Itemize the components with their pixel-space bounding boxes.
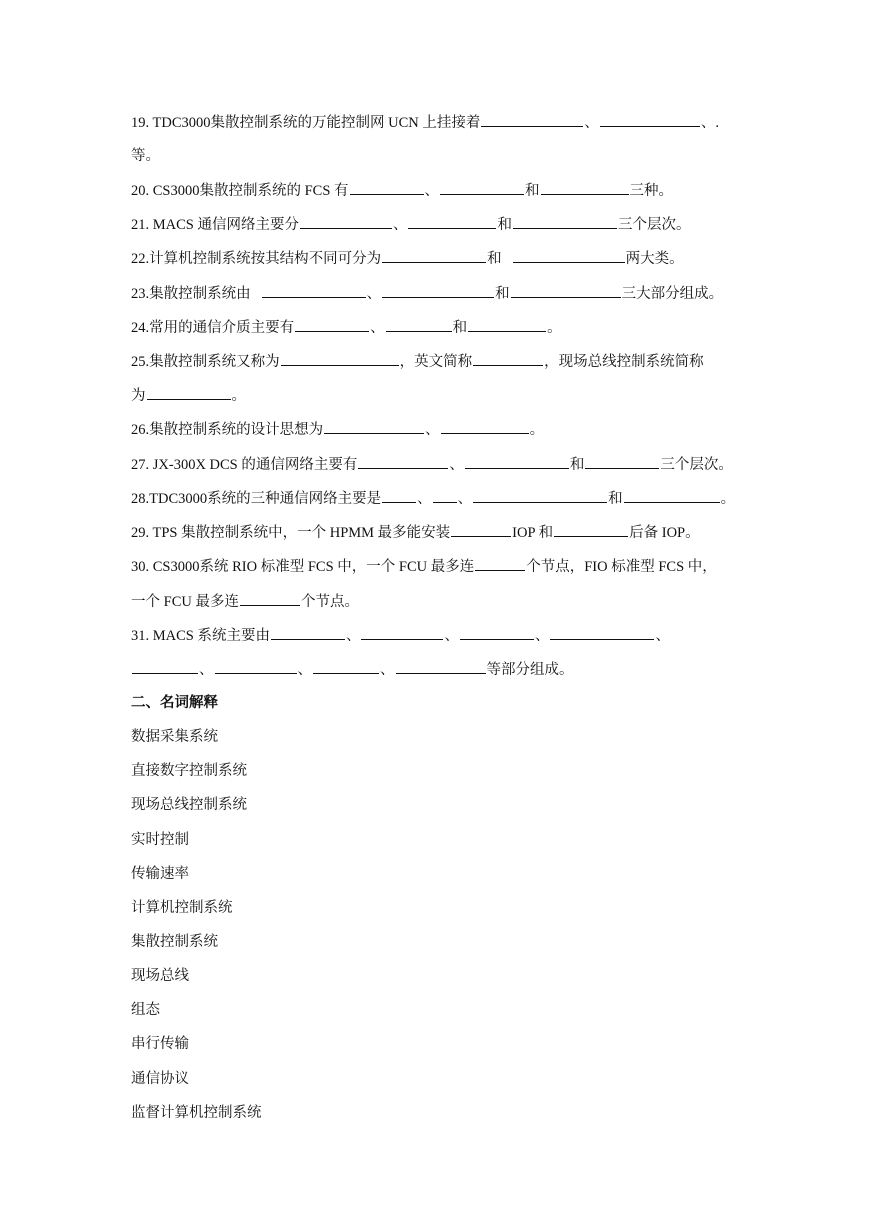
separator: 、 <box>366 286 382 302</box>
term-item: 计算机控制系统 <box>131 900 233 916</box>
question-text: 22.计算机控制系统按其结构不同可分为 <box>131 251 382 267</box>
question-text: 。 <box>231 388 246 404</box>
answer-blank <box>215 660 297 674</box>
answer-blank <box>361 626 443 640</box>
answer-blank <box>382 489 416 503</box>
separator: 、 <box>457 491 473 507</box>
question-text: 。 <box>529 422 545 438</box>
question-20 <box>131 181 741 200</box>
question-29 <box>131 523 741 542</box>
term-item: 传输速率 <box>131 866 189 882</box>
separator: 、 <box>392 217 408 233</box>
question-text: 等。 <box>131 148 160 164</box>
question-text: 30. CS3000系统 RIO 标准型 FCS 中，一个 FCU 最多连 <box>131 559 475 575</box>
separator: 、 <box>199 662 214 678</box>
answer-blank <box>440 181 524 195</box>
separator: 、 <box>449 457 464 473</box>
question-text: 23.集散控制系统由 <box>131 286 251 302</box>
question-text: 个节点。 <box>300 594 359 610</box>
answer-blank <box>468 318 546 332</box>
answer-blank <box>481 113 583 127</box>
connector: 和 <box>525 183 540 199</box>
term-item: 现场总线 <box>131 968 189 984</box>
question-25 <box>131 352 741 371</box>
answer-blank <box>396 660 486 674</box>
term-item: 直接数字控制系统 <box>131 763 247 779</box>
question-text: ，现场总线控制系统简称 <box>544 354 704 370</box>
question-text: 为 <box>131 388 146 404</box>
answer-blank <box>513 215 617 229</box>
question-text: 19. TDC3000集散控制系统的万能控制网 UCN 上挂接着 <box>131 115 481 131</box>
question-23 <box>131 284 741 303</box>
question-text: ，英文简称 <box>399 354 473 370</box>
answer-blank <box>281 352 399 366</box>
answer-blank <box>473 489 607 503</box>
connector: 和 <box>487 251 502 267</box>
question-text: 20. CS3000集散控制系统的 FCS 有 <box>131 183 349 199</box>
question-text: 两大类。 <box>625 251 684 267</box>
separator: 、 <box>417 491 432 507</box>
answer-blank <box>513 249 625 263</box>
separator: 、 <box>380 662 395 678</box>
answer-blank <box>475 557 525 571</box>
answer-blank <box>147 386 231 400</box>
answer-blank <box>473 352 543 366</box>
connector: 和 <box>452 320 468 336</box>
separator: 、 <box>655 628 670 644</box>
question-text: 21. MACS 通信网络主要分 <box>131 217 299 233</box>
term-item: 数据采集系统 <box>131 729 218 745</box>
question-28 <box>131 489 741 508</box>
question-27 <box>131 455 741 474</box>
question-text: 27. JX-300X DCS 的通信网络主要有 <box>131 457 358 473</box>
separator: 、 <box>534 628 550 644</box>
connector: 和 <box>497 217 512 233</box>
answer-blank <box>600 113 700 127</box>
term-item: 现场总线控制系统 <box>131 797 247 813</box>
answer-blank <box>324 420 424 434</box>
question-text: 等部分组成。 <box>486 662 574 678</box>
separator: 、 <box>425 422 440 438</box>
question-text: 三种。 <box>629 183 674 199</box>
answer-blank <box>585 455 659 469</box>
answer-blank <box>313 660 379 674</box>
answer-blank <box>295 318 369 332</box>
separator: 、 <box>424 183 440 199</box>
answer-blank <box>408 215 496 229</box>
question-30 <box>131 557 741 576</box>
answer-blank <box>262 284 366 298</box>
answer-blank <box>541 181 629 195</box>
question-31 <box>131 626 741 645</box>
question-text: 。 <box>720 491 736 507</box>
answer-blank <box>465 455 569 469</box>
answer-blank <box>460 626 534 640</box>
question-text: 后备 IOP。 <box>629 525 700 541</box>
question-26 <box>131 420 741 439</box>
connector: 和 <box>495 286 510 302</box>
answer-blank <box>132 660 198 674</box>
question-text: IOP 和 <box>512 525 554 541</box>
question-text: 三个层次。 <box>617 217 691 233</box>
separator: 、. <box>700 115 719 131</box>
separator: 、 <box>370 320 385 336</box>
answer-blank <box>433 489 457 503</box>
question-30-continued <box>131 592 741 611</box>
answer-blank <box>554 523 628 537</box>
answer-blank <box>624 489 720 503</box>
separator: 、 <box>444 628 459 644</box>
question-24 <box>131 318 741 337</box>
question-text: 28.TDC3000系统的三种通信网络主要是 <box>131 491 382 507</box>
answer-blank <box>441 420 529 434</box>
section-heading: 二、名词解释 <box>131 695 218 711</box>
question-text: 29. TPS 集散控制系统中，一个 HPMM 最多能安装 <box>131 525 451 541</box>
term-item: 组态 <box>131 1002 160 1018</box>
question-31-continued <box>131 660 741 679</box>
separator: 、 <box>345 628 361 644</box>
question-text: 三个层次。 <box>660 457 733 473</box>
question-text: 24.常用的通信介质主要有 <box>131 320 295 336</box>
question-text: 三大部分组成。 <box>621 286 724 302</box>
question-25-continued <box>131 386 741 405</box>
question-text: 个节点，FIO 标准型 FCS 中， <box>526 559 717 575</box>
question-22 <box>131 249 741 268</box>
question-text: 31. MACS 系统主要由 <box>131 628 270 644</box>
separator: 、 <box>584 115 599 131</box>
term-item: 监督计算机控制系统 <box>131 1105 262 1121</box>
answer-blank <box>382 284 494 298</box>
answer-blank <box>300 215 392 229</box>
separator: 、 <box>297 662 312 678</box>
term-item: 串行传输 <box>131 1036 189 1052</box>
question-21 <box>131 215 741 234</box>
question-19-continued <box>131 147 741 165</box>
question-text: 一个 FCU 最多连 <box>131 594 239 610</box>
answer-blank <box>350 181 424 195</box>
question-text: 25.集散控制系统又称为 <box>131 354 280 370</box>
question-text: 。 <box>547 320 562 336</box>
connector: 和 <box>608 491 623 507</box>
term-item: 实时控制 <box>131 832 189 848</box>
answer-blank <box>451 523 511 537</box>
answer-blank <box>271 626 345 640</box>
answer-blank <box>358 455 448 469</box>
answer-blank <box>550 626 654 640</box>
term-item: 集散控制系统 <box>131 934 218 950</box>
answer-blank <box>511 284 621 298</box>
answer-blank <box>240 592 300 606</box>
answer-blank <box>386 318 452 332</box>
answer-blank <box>382 249 486 263</box>
question-19 <box>131 113 741 132</box>
term-item: 通信协议 <box>131 1071 189 1087</box>
question-text: 26.集散控制系统的设计思想为 <box>131 422 324 438</box>
connector: 和 <box>569 457 585 473</box>
